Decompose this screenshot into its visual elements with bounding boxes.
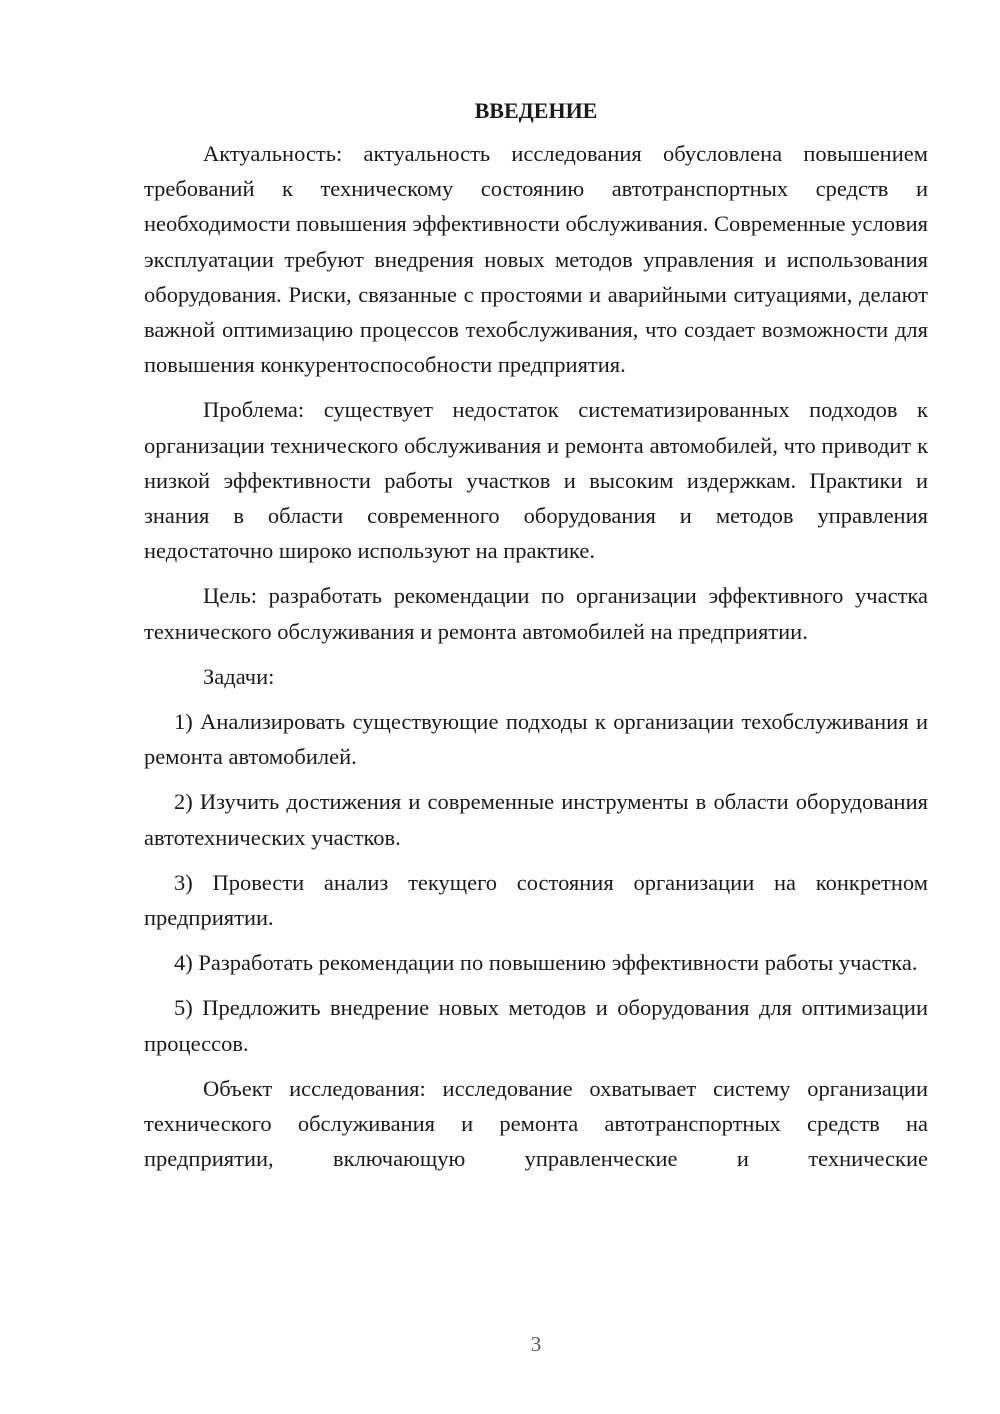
task-item-4: 4) Разработать рекомендации по повышению эффективности работы участка. <box>174 950 918 976</box>
section-title: ВВЕДЕНИЕ <box>474 98 598 123</box>
task-item-2: 2) Изучить достижения и современные инструменты в области оборудования автотехнических участков. <box>144 789 928 850</box>
task-item-1: 1) Анализировать существующие подходы к организации техобслуживания и ремонта автомобилей. <box>144 709 928 770</box>
document-page <box>144 96 928 1186</box>
paragraph-relevance: Актуальность: актуальность исследования обусловлена повышением требований к техническому состоянию автотранспортных средств и необходимости повышения эффективности обслуживания. Современные условия эксплуатации требуют внедрения новых методов управления и использования оборудования. Риски, связанные с простоями и аварийными ситуациями, делают важной оптимизацию процессов техобслуживания, что создает возможности для повышения конкурентоспособности предприятия. <box>144 141 928 378</box>
paragraph-problem: Проблема: существует недостаток систематизированных подходов к организации технического обслуживания и ремонта автомобилей, что приводит к низкой эффективности работы участков и высоким издержкам. Практики и знания в области современного оборудования и методов управления недостаточно широко используют на практике. <box>144 397 928 564</box>
page-number: 3 <box>530 1332 542 1356</box>
tasks-heading: Задачи: <box>203 663 275 689</box>
paragraph-goal: Цель: разработать рекомендации по организации эффективного участка технического обслуживания и ремонта автомобилей на предприятии. <box>144 583 928 644</box>
paragraph-object: Объект исследования: исследование охватывает систему организации технического обслуживания и ремонта автотранспортных средств на предприятии, включающую управленческие и технические <box>144 1075 928 1172</box>
task-item-3: 3) Провести анализ текущего состояния организации на конкретном предприятии. <box>144 869 928 931</box>
task-item-5: 5) Предложить внедрение новых методов и оборудования для оптимизации процессов. <box>144 995 928 1056</box>
